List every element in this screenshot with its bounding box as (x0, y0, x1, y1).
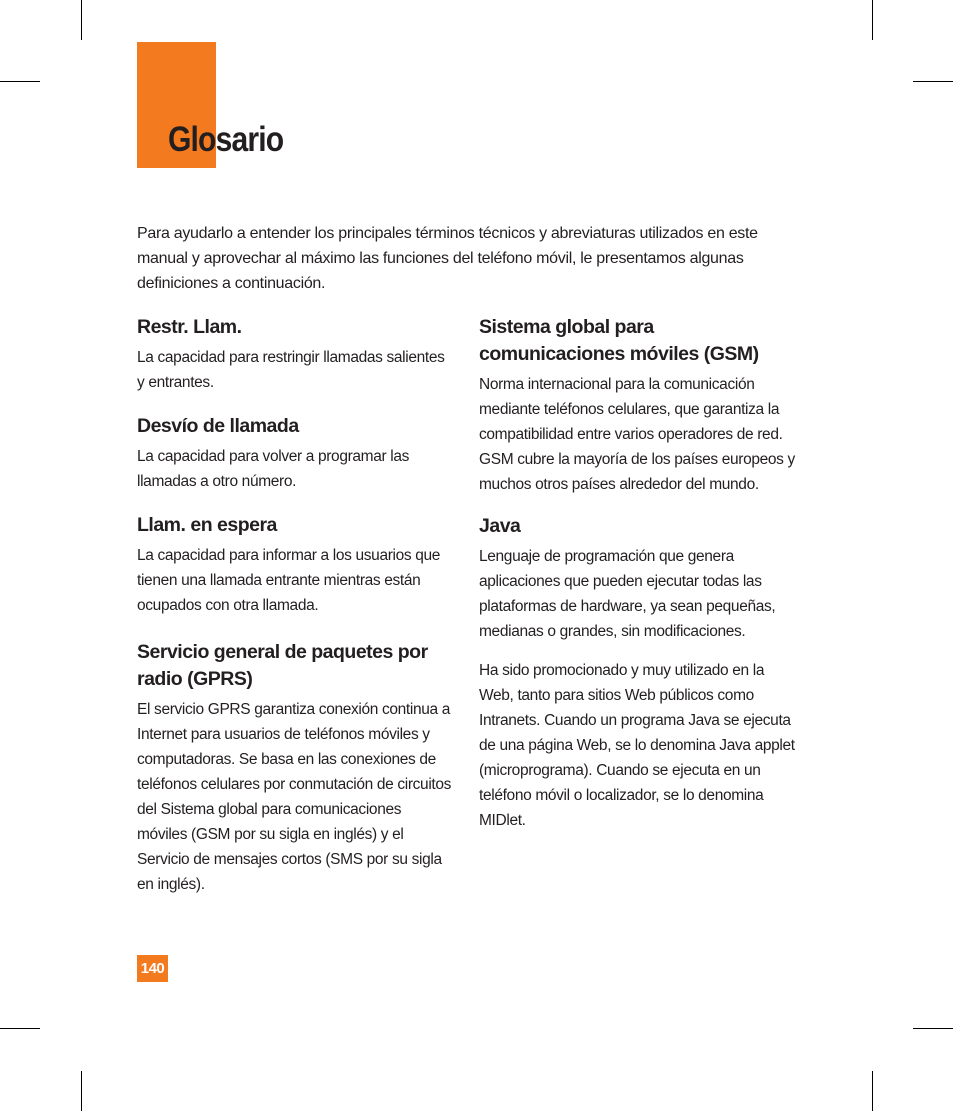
glossary-entry-desvio-de-llamada (137, 413, 453, 494)
crop-mark-right-top (913, 81, 953, 82)
glossary-entry-gsm (479, 314, 801, 497)
crop-mark-bottom-right (872, 1071, 873, 1111)
crop-mark-right-bottom (913, 1028, 953, 1029)
crop-mark-bottom-left (81, 1071, 82, 1111)
glossary-term: Java (479, 515, 521, 537)
crop-mark-left-top (0, 81, 40, 82)
glossary-definition: Norma internacional para la comunicación mediante teléfonos celulares, que garantiza la compatibilidad entre varios operadores de red. GSM cubre la mayoría de los países europeos y muchos otros países alrededor del mundo. (479, 376, 795, 493)
glossary-definition: Lenguaje de programación que genera aplicaciones que pueden ejecutar todas las plataformas de hardware, ya sean pequeñas, medianas o grandes, sin modificaciones. (479, 548, 776, 640)
glossary-entry-java (479, 513, 801, 833)
intro-paragraph: Para ayudarlo a entender los principales términos técnicos y abreviaturas utilizados en este manual y aprovechar al máximo las funciones del teléfono móvil, le presentamos algunas definiciones a continuación. (137, 225, 758, 292)
glossary-definition-continued: Ha sido promocionado y muy utilizado en la Web, tanto para sitios Web públicos como Intranets. Cuando un programa Java se ejecuta de una página Web, se lo denomina Java applet (microprograma). Cuando se ejecuta en un teléfono móvil o localizador, se lo denomina MIDlet. (479, 662, 795, 829)
glossary-term: Restr. Llam. (137, 316, 242, 338)
glossary-term: Sistema global para comunicaciones móviles (GSM) (479, 316, 759, 365)
glossary-entry-llam-en-espera (137, 512, 453, 618)
glossary-term: Servicio general de paquetes por radio (GPRS) (137, 641, 428, 690)
glossary-term: Llam. en espera (137, 514, 277, 536)
page-title: Glosario (168, 120, 284, 159)
page-number-badge (137, 955, 168, 982)
glossary-entry-gprs (137, 639, 453, 897)
glossary-definition: La capacidad para informar a los usuarios que tienen una llamada entrante mientras están ocupados con otra llamada. (137, 547, 441, 614)
page-number: 140 (140, 960, 165, 977)
glossary-term: Desvío de llamada (137, 415, 299, 437)
glossary-entry-restr-llam (137, 314, 453, 395)
glossary-definition: La capacidad para restringir llamadas salientes y entrantes. (137, 349, 445, 391)
glossary-definition: El servicio GPRS garantiza conexión continua a Internet para usuarios de teléfonos móviles y computadoras. Se basa en las conexiones de teléfonos celulares por conmutación de circuitos del Sistema global para comunicaciones móviles (GSM por su sigla en inglés) y el Servicio de mensajes cortos (SMS por su sigla en inglés). (137, 701, 452, 893)
right-column (479, 314, 801, 851)
glossary-definition: La capacidad para volver a programar las llamadas a otro número. (137, 448, 410, 490)
crop-mark-left-bottom (0, 1028, 40, 1029)
crop-mark-top-left (81, 0, 82, 40)
left-column (137, 314, 453, 915)
crop-mark-top-right (872, 0, 873, 40)
